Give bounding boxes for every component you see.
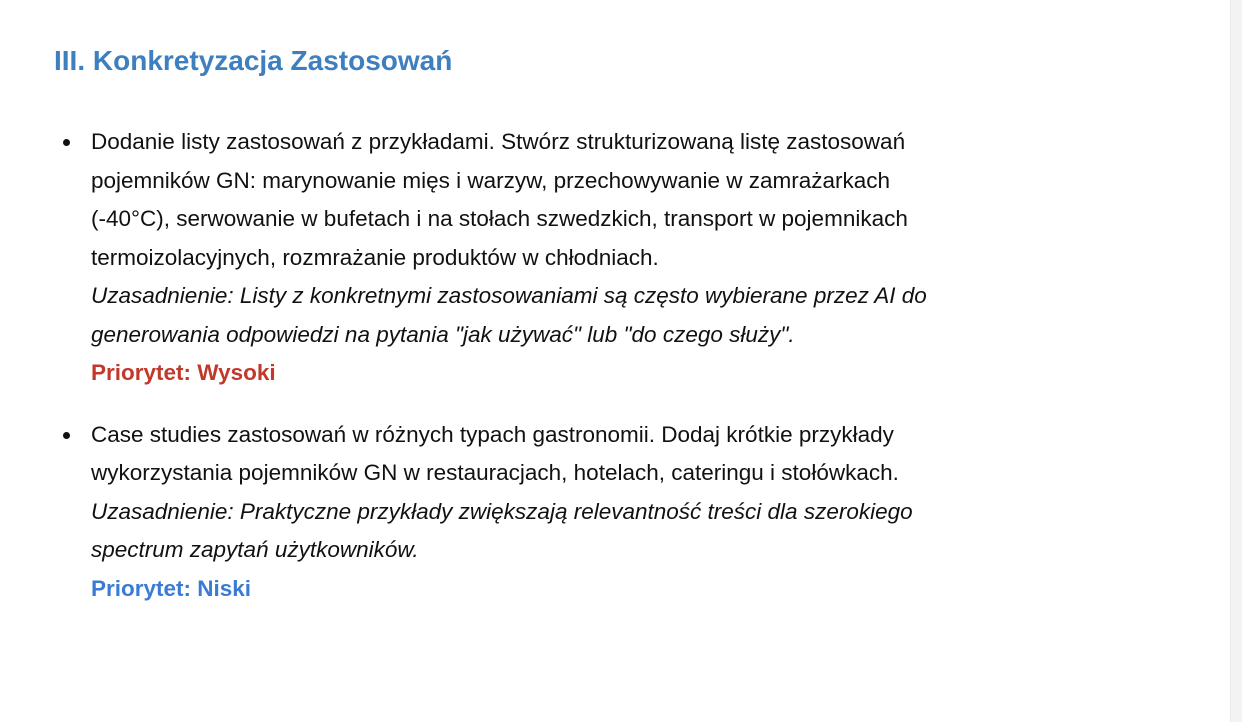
item-justification-line: Uzasadnienie: Praktyczne przykłady zwiększają relevantność treści dla szerokiego [91, 498, 913, 524]
bullet-icon [63, 139, 70, 146]
item-justification-line: Uzasadnienie: Listy z konkretnymi zastosowaniami są często wybierane przez AI do [91, 283, 927, 308]
list-item [0, 416, 1200, 609]
priority-label: Priorytet: Wysoki [91, 360, 276, 385]
recommendation-list [0, 123, 1200, 631]
item-description-line: termoizolacyjnych, rozmrażanie produktów w chłodniach. [91, 244, 659, 270]
item-justification-line: spectrum zapytań użytkowników. [91, 537, 419, 562]
scrollbar-track[interactable] [1230, 0, 1242, 722]
item-description-line: (-40°C), serwowanie w bufetach i na stołach szwedzkich, transport w pojemnikach [91, 206, 908, 231]
item-description-line: Case studies zastosowań w różnych typach gastronomii. Dodaj krótkie przykłady [91, 421, 894, 447]
item-description-line: pojemników GN: marynowanie mięs i warzyw, przechowywanie w zamrażarkach [91, 167, 891, 193]
item-description-line: wykorzystania pojemników GN w restauracjach, hotelach, cateringu i stołówkach. [91, 460, 899, 485]
item-description-line: Dodanie listy zastosowań z przykładami. Stwórz strukturizowaną listę zastosowań [91, 129, 906, 154]
bullet-icon [63, 432, 70, 439]
item-justification-line: generowania odpowiedzi na pytania "jak używać" lub "do czego służy". [91, 321, 795, 347]
list-item [0, 123, 1200, 393]
priority-label: Priorytet: Niski [91, 575, 252, 601]
section-title: III. Konkretyzacja Zastosowań [54, 45, 453, 76]
